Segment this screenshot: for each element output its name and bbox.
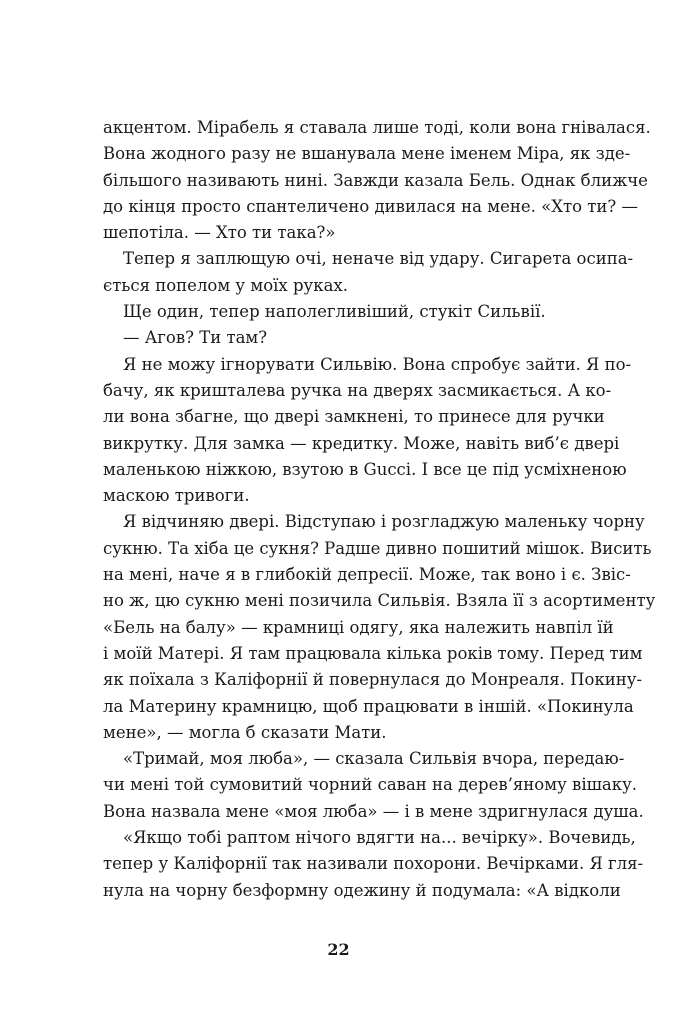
text-line: «Якщо тобі раптом нічого вдягти на... вечірку». Вочевидь,	[123, 828, 636, 848]
text-line: Тепер я заплющую очі, неначе від удару. Сигарета осипа-	[123, 249, 634, 269]
text-line: но ж, цю сукню мені позичила Сильвія. Взяла її з асортименту	[103, 591, 656, 611]
body-text	[103, 115, 656, 904]
text-line: як поїхала з Каліфорнії й повернулася до Монреаля. Покину-	[103, 670, 643, 690]
text-line: нула на чорну безформну одежину й подумала: «А відколи	[103, 880, 621, 900]
text-line: ється попелом у моїх руках.	[103, 275, 348, 295]
text-line: сукню. Та хіба це сукня? Радше дивно пошитий мішок. Висить	[103, 538, 652, 558]
text-line: чи мені той сумовитий чорний саван на дерев’яному вішаку.	[103, 775, 638, 795]
text-line: Я не можу ігнорувати Сильвію. Вона спробує зайти. Я по-	[123, 354, 632, 374]
text-line: мене», — могла б сказати Мати.	[103, 722, 387, 742]
text-line: тепер у Каліфорнії так називали похорони. Вечірками. Я гля-	[103, 854, 644, 874]
text-line: Ще один, тепер наполегливіший, стукіт Сильвії.	[123, 302, 546, 322]
text-line: акцентом. Мірабель я ставала лише тоді, коли вона гнівалася.	[103, 118, 651, 137]
text-line: Вона назвала мене «моя люба» — і в мене здригнулася душа.	[103, 801, 644, 821]
text-line: «Тримай, моя люба», — сказала Сильвія вчора, передаю-	[123, 749, 625, 769]
text-line: шепотіла. — Хто ти така?»	[103, 223, 336, 243]
text-line: «Бель на балу» — крамниці одягу, яка належить навпіл їй	[103, 617, 614, 637]
text-line: ла Материну крамницю, щоб працювати в іншій. «Покинула	[103, 696, 634, 716]
text-line: маленькою ніжкою, взутою в Gucci. І все це під усміхненою	[103, 459, 627, 479]
text-line: маскою тривоги.	[103, 486, 250, 506]
text-line: викрутку. Для замка — кредитку. Може, навіть виб’є двері	[103, 433, 620, 453]
page-number: 22	[327, 940, 350, 959]
text-line: на мені, наче я в глибокій депресії. Може, так воно і є. Звіс-	[103, 565, 631, 585]
text-line: до кінця просто спантеличено дивилася на мене. «Хто ти? —	[103, 196, 638, 216]
text-line: і моїй Матері. Я там працювала кілька років тому. Перед тим	[103, 643, 643, 663]
text-line: — Агов? Ти там?	[123, 328, 268, 348]
text-line: Вона жодного разу не вшанувала мене іменем Міра, як зде-	[103, 144, 631, 164]
text-line: Я відчиняю двері. Відступаю і розгладжую маленьку чорну	[123, 512, 645, 532]
text-line: більшого називають нині. Завжди казала Бель. Однак ближче	[103, 170, 648, 190]
text-line: бачу, як кришталева ручка на дверях засмикається. А ко-	[103, 380, 612, 400]
text-line: ли вона збагне, що двері замкнені, то принесе для ручки	[103, 407, 605, 427]
